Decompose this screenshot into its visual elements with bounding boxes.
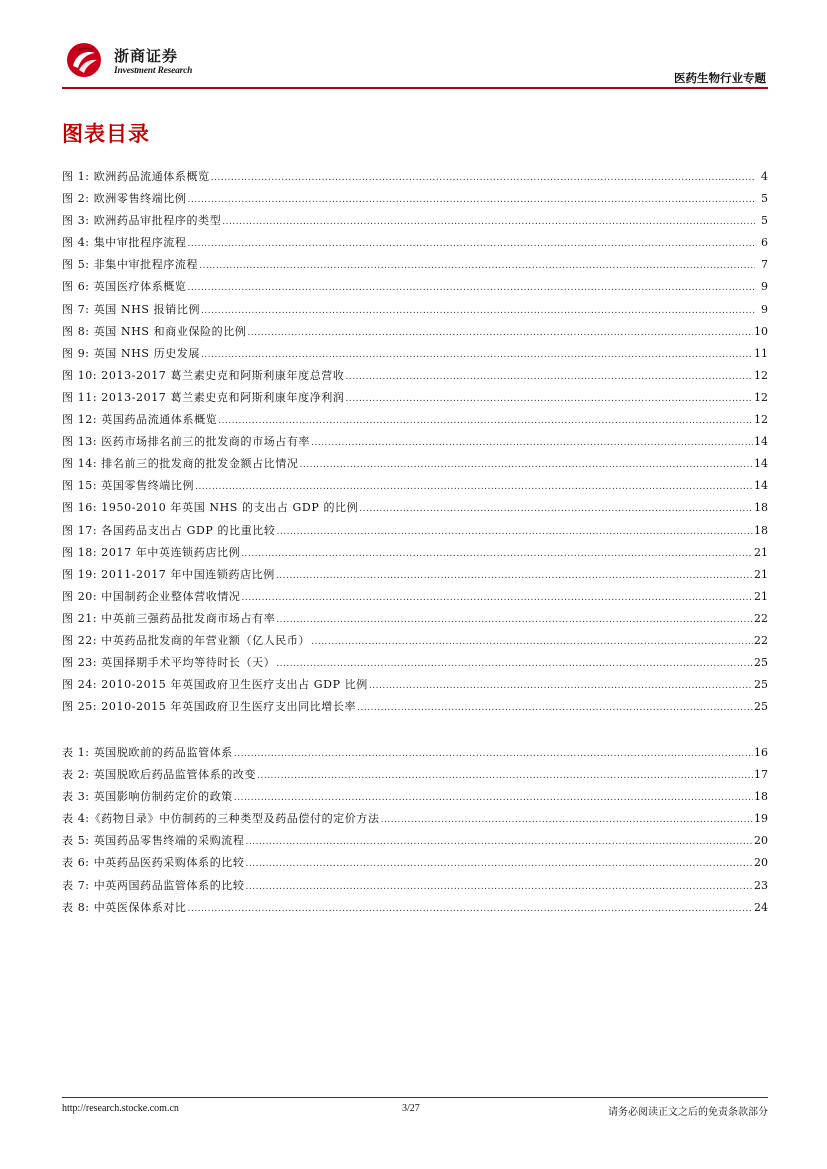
figure-entry-page: 5 bbox=[761, 192, 768, 206]
dot-leader bbox=[241, 549, 753, 559]
table-entry[interactable] bbox=[62, 744, 768, 766]
dot-leader bbox=[247, 328, 753, 338]
figure-entry-label: 图 21: 中英前三强药品批发商市场占有率 bbox=[62, 611, 276, 625]
dot-leader bbox=[246, 859, 754, 869]
figure-entry[interactable] bbox=[62, 301, 768, 323]
figure-entry-page: 25 bbox=[754, 656, 768, 670]
header-divider bbox=[62, 87, 768, 89]
report-type: 医药生物行业专题 bbox=[674, 71, 766, 85]
figures-list bbox=[62, 168, 768, 720]
toc-title: 图表目录 bbox=[62, 122, 150, 146]
figure-entry[interactable] bbox=[62, 499, 768, 521]
figure-entry-page: 14 bbox=[754, 435, 768, 449]
figure-entry-label: 图 23: 英国择期手术平均等待时长（天） bbox=[62, 656, 276, 670]
figure-entry-label: 图 3: 欧洲药品审批程序的类型 bbox=[62, 214, 222, 228]
figure-entry-page: 21 bbox=[754, 589, 768, 603]
table-entry[interactable] bbox=[62, 788, 768, 810]
dot-leader bbox=[257, 771, 753, 781]
figure-entry[interactable] bbox=[62, 212, 768, 234]
figure-entry[interactable] bbox=[62, 256, 768, 278]
figure-entry[interactable] bbox=[62, 323, 768, 345]
table-entry-label: 表 5: 英国药品零售终端的采购流程 bbox=[62, 834, 245, 848]
dot-leader bbox=[346, 372, 754, 382]
figure-entry-label: 图 14: 排名前三的批发商的批发金额占比情况 bbox=[62, 457, 299, 471]
figure-entry-label: 图 24: 2010-2015 年英国政府卫生医疗支出占 GDP 比例 bbox=[62, 678, 368, 692]
dot-leader bbox=[277, 527, 754, 537]
figure-entry[interactable] bbox=[62, 234, 768, 256]
dot-leader bbox=[357, 703, 753, 713]
dot-leader bbox=[211, 173, 755, 183]
figure-entry-page: 18 bbox=[754, 501, 768, 515]
table-entry-label: 表 7: 中英两国药品监管体系的比较 bbox=[62, 878, 245, 892]
dot-leader bbox=[300, 460, 754, 470]
figure-entry-page: 12 bbox=[754, 413, 768, 427]
dot-leader bbox=[199, 261, 755, 271]
dot-leader bbox=[359, 504, 753, 514]
page-number: 3/27 bbox=[402, 1103, 420, 1114]
figure-entry[interactable] bbox=[62, 544, 768, 566]
figure-entry-page: 18 bbox=[754, 523, 768, 537]
figure-entry-label: 图 12: 英国药品流通体系概览 bbox=[62, 413, 218, 427]
figure-entry-page: 11 bbox=[754, 346, 768, 360]
figure-entry[interactable] bbox=[62, 367, 768, 389]
dot-leader bbox=[201, 350, 753, 360]
figure-entry-page: 9 bbox=[761, 302, 768, 316]
figure-entry-page: 4 bbox=[761, 170, 768, 183]
figure-entry-label: 图 17: 各国药品支出占 GDP 的比重比较 bbox=[62, 523, 276, 537]
figure-entry-label: 图 1: 欧洲药品流通体系概览 bbox=[62, 170, 210, 183]
figure-entry[interactable] bbox=[62, 477, 768, 499]
dot-leader bbox=[276, 571, 753, 581]
table-entry-label: 表 8: 中英医保体系对比 bbox=[62, 900, 187, 914]
page-header bbox=[62, 40, 768, 86]
figure-entry[interactable] bbox=[62, 455, 768, 477]
figure-entry[interactable] bbox=[62, 676, 768, 698]
footer-url[interactable]: http://research.stocke.com.cn bbox=[62, 1103, 179, 1114]
dot-leader bbox=[381, 815, 753, 825]
dot-leader bbox=[246, 882, 754, 892]
table-entry[interactable] bbox=[62, 899, 768, 921]
figure-entry-page: 21 bbox=[754, 567, 768, 581]
figure-entry-label: 图 11: 2013-2017 葛兰素史克和阿斯利康年度净利润 bbox=[62, 390, 345, 404]
figure-entry-label: 图 19: 2011-2017 年中国连锁药店比例 bbox=[62, 567, 275, 581]
table-entry-page: 17 bbox=[754, 768, 768, 782]
footer-disclaimer: 请务必阅读正文之后的免责条款部分 bbox=[608, 1107, 768, 1118]
figure-entry[interactable] bbox=[62, 654, 768, 676]
table-entry-page: 20 bbox=[754, 834, 768, 848]
figure-entry[interactable] bbox=[62, 433, 768, 455]
figure-entry[interactable] bbox=[62, 566, 768, 588]
figure-entry-label: 图 10: 2013-2017 葛兰素史克和阿斯利康年度总营收 bbox=[62, 368, 345, 382]
figure-entry[interactable] bbox=[62, 345, 768, 367]
figure-entry-page: 12 bbox=[754, 390, 768, 404]
figure-entry[interactable] bbox=[62, 632, 768, 654]
table-entry[interactable] bbox=[62, 832, 768, 854]
figure-entry-label: 图 7: 英国 NHS 报销比例 bbox=[62, 302, 201, 316]
figure-entry-label: 图 8: 英国 NHS 和商业保险的比例 bbox=[62, 324, 247, 338]
dot-leader bbox=[311, 438, 753, 448]
table-entry-label: 表 1: 英国脱欧前的药品监管体系 bbox=[62, 746, 233, 759]
figure-entry-page: 22 bbox=[754, 633, 768, 647]
footer-divider bbox=[62, 1097, 768, 1098]
figure-entry-page: 12 bbox=[754, 368, 768, 382]
dot-leader bbox=[188, 283, 756, 293]
dot-leader bbox=[276, 615, 753, 625]
table-entry-page: 16 bbox=[754, 746, 768, 759]
table-entry[interactable] bbox=[62, 810, 768, 832]
figure-entry[interactable] bbox=[62, 588, 768, 610]
figure-entry[interactable] bbox=[62, 610, 768, 632]
table-entry-label: 表 2: 英国脱欧后药品监管体系的改变 bbox=[62, 768, 257, 782]
dot-leader bbox=[246, 837, 754, 847]
table-entry[interactable] bbox=[62, 854, 768, 876]
dot-leader bbox=[234, 793, 753, 803]
figure-entry[interactable] bbox=[62, 278, 768, 300]
dot-leader bbox=[195, 482, 753, 492]
figure-entry-label: 图 2: 欧洲零售终端比例 bbox=[62, 192, 187, 206]
table-entry-label: 表 4:《药物目录》中仿制药的三种类型及药品偿付的定价方法 bbox=[62, 812, 380, 826]
figure-entry-label: 图 20: 中国制药企业整体营收情况 bbox=[62, 589, 241, 603]
table-entry-label: 表 3: 英国影响仿制药定价的政策 bbox=[62, 790, 233, 804]
figure-entry-label: 图 25: 2010-2015 年英国政府卫生医疗支出同比增长率 bbox=[62, 700, 357, 714]
figure-entry-label: 图 18: 2017 年中英连锁药店比例 bbox=[62, 545, 241, 559]
company-logo-icon bbox=[66, 42, 102, 78]
figure-entry[interactable] bbox=[62, 168, 768, 190]
dot-leader bbox=[234, 749, 753, 759]
dot-leader bbox=[369, 681, 753, 691]
figure-entry-page: 6 bbox=[761, 236, 768, 250]
dot-leader bbox=[276, 659, 753, 669]
figure-entry-page: 14 bbox=[754, 479, 768, 493]
figure-entry-page: 5 bbox=[761, 214, 768, 228]
table-entry[interactable] bbox=[62, 877, 768, 899]
figure-entry-page: 25 bbox=[754, 678, 768, 692]
figure-entry[interactable] bbox=[62, 411, 768, 433]
table-entry-page: 19 bbox=[754, 812, 768, 826]
dot-leader bbox=[201, 306, 755, 316]
figure-entry-page: 10 bbox=[754, 324, 768, 338]
table-entry-page: 18 bbox=[754, 790, 768, 804]
dot-leader bbox=[218, 416, 753, 426]
figure-entry-label: 图 22: 中英药品批发商的年营业额（亿人民币） bbox=[62, 633, 311, 647]
dot-leader bbox=[188, 904, 754, 914]
table-entry-page: 23 bbox=[754, 878, 768, 892]
dot-leader bbox=[311, 637, 753, 647]
figure-entry-label: 图 6: 英国医疗体系概览 bbox=[62, 280, 187, 294]
dot-leader bbox=[346, 394, 754, 404]
table-entry-page: 20 bbox=[754, 856, 768, 870]
figure-entry-label: 图 15: 英国零售终端比例 bbox=[62, 479, 195, 493]
figure-entry-page: 14 bbox=[754, 457, 768, 471]
figure-entry[interactable] bbox=[62, 698, 768, 720]
figure-entry-page: 9 bbox=[761, 280, 768, 294]
figure-entry[interactable] bbox=[62, 522, 768, 544]
figure-entry-label: 图 16: 1950-2010 年英国 NHS 的支出占 GDP 的比例 bbox=[62, 501, 359, 515]
figure-entry-page: 21 bbox=[754, 545, 768, 559]
figure-entry-page: 25 bbox=[754, 700, 768, 714]
figure-entry-label: 图 5: 非集中审批程序流程 bbox=[62, 258, 199, 272]
figure-entry[interactable] bbox=[62, 389, 768, 411]
figure-entry[interactable] bbox=[62, 190, 768, 212]
figure-entry-page: 22 bbox=[754, 611, 768, 625]
dot-leader bbox=[222, 217, 755, 227]
figure-entry-page: 7 bbox=[761, 258, 768, 272]
figure-entry-label: 图 4: 集中审批程序流程 bbox=[62, 236, 187, 250]
figure-entry-label: 图 13: 医药市场排名前三的批发商的市场占有率 bbox=[62, 435, 311, 449]
logo-english-name: Investment Research bbox=[114, 66, 193, 76]
figure-entry-label: 图 9: 英国 NHS 历史发展 bbox=[62, 346, 201, 360]
tables-list bbox=[62, 744, 768, 921]
dot-leader bbox=[188, 195, 756, 205]
table-entry-label: 表 6: 中英药品医药采购体系的比较 bbox=[62, 856, 245, 870]
table-entry-page: 24 bbox=[754, 900, 768, 914]
logo-chinese-name: 浙商证券 bbox=[114, 47, 179, 65]
dot-leader bbox=[242, 593, 754, 603]
dot-leader bbox=[188, 239, 756, 249]
table-entry[interactable] bbox=[62, 766, 768, 788]
